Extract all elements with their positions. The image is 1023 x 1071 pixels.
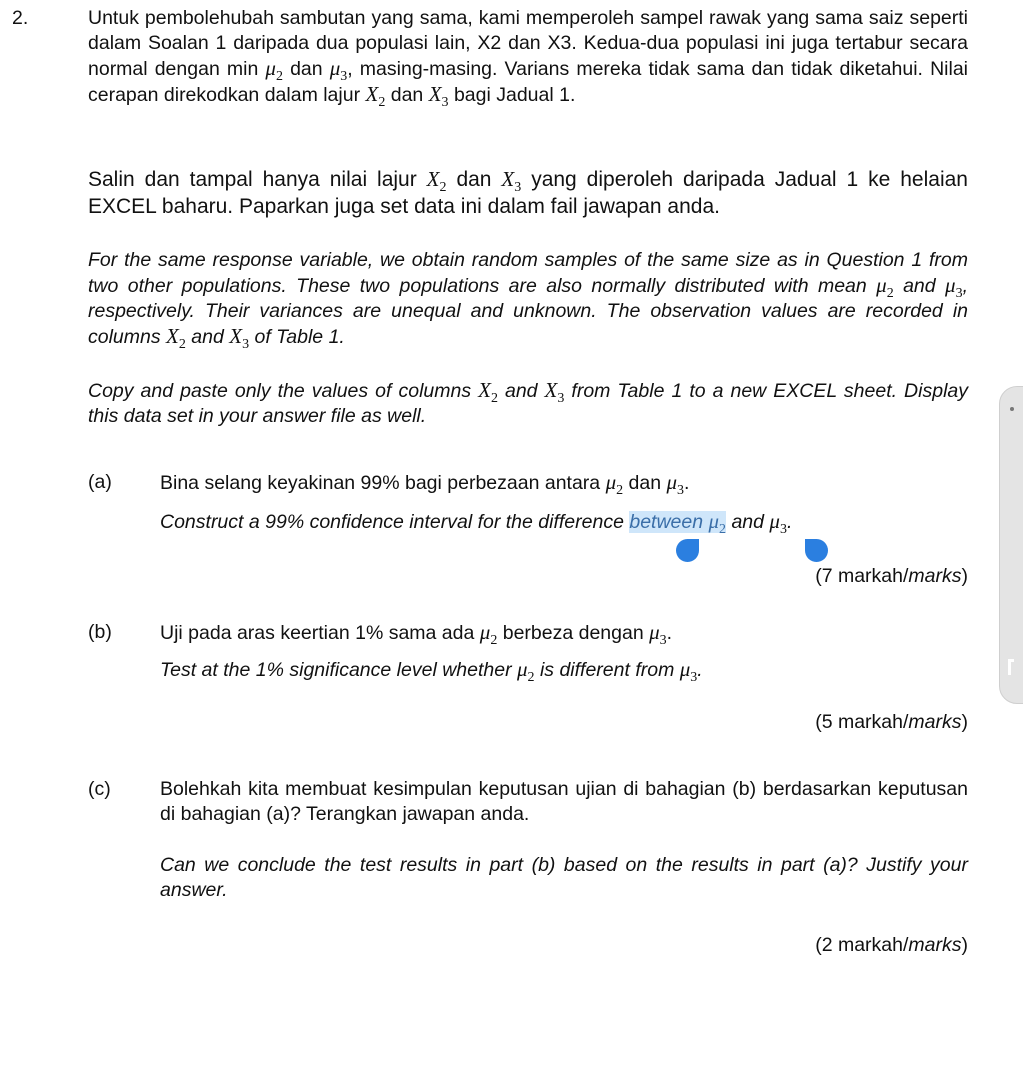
side-scrollbar[interactable] (999, 386, 1023, 704)
part-a-malay: Bina selang keyakinan 99% bagi perbezaan antara $\mu_2$ dan $\mu_3$. (160, 470, 690, 499)
part-a-english[interactable]: Construct a 99% confidence interval for the difference between $\mu_2$ and $\mu_3$. (160, 509, 793, 538)
scroll-indicator-dot (1010, 407, 1014, 411)
question-number: 2. (12, 7, 29, 29)
part-c-label: (c) (88, 778, 111, 800)
part-b-malay: Uji pada aras keertian 1% sama ada $\mu_2$ berbeza dengan $\mu_3$. (160, 620, 673, 649)
selection-handle-start[interactable] (676, 539, 699, 562)
copy-instruction-malay: Salin dan tampal hanya nilai lajur $X_2$ dan $X_3$ yang diperoleh daripada Jadual 1 ke helaian EXCEL baharu. Paparkan juga set data ini dalam fail jawapan anda. (88, 167, 968, 218)
part-b-label: (b) (88, 621, 112, 643)
part-c-malay: Bolehkah kita membuat kesimpulan keputusan ujian di bahagian (b) berdasarkan keputusan di bahagian (a)? Terangkan jawapan anda. (160, 778, 968, 825)
intro-malay: Untuk pembolehubah sambutan yang sama, kami memperoleh sampel rawak yang sama saiz seperti dalam Soalan 1 daripada dua populasi lain, X2 dan X3. Kedua-dua populasi ini juga tertabur secara normal dengan $\min \mu_2$ dan $\mu_3$, masing-masing. Varians mereka tidak sama dan tidak diketahui. Nilai cerapan direkodkan dalam lajur $X_2$ dan $X_3$ bagi Jadual 1. (88, 7, 968, 111)
part-c-marks: (2 markah/marks) (815, 934, 968, 956)
intro-english: For the same response variable, we obtain random samples of the same size as in Question 1 from two other populations. These two populations are also normally distributed with mean $\mu_2$ and $\mu_3$, respectively. Their variances are unequal and unknown. The observation values are recorded in columns $X_2$ and $X_3$ of Table 1. (88, 249, 968, 353)
part-a-marks: (7 markah/marks) (815, 565, 968, 587)
part-c-english: Can we conclude the test results in part (b) based on the results in part (a)? Justify your answer. (160, 854, 968, 901)
part-b-english: Test at the 1% significance level whether $\mu_2$ is different from $\mu_3$. (160, 657, 703, 686)
selected-text[interactable]: between $\mu_2$ (629, 509, 727, 538)
copy-instruction-english: Copy and paste only the values of columns $X_2$ and $X_3$ from Table 1 to a new EXCEL sheet. Display this data set in your answer file as well. (88, 378, 968, 427)
scroll-handle-icon[interactable] (1006, 657, 1016, 677)
part-a-label: (a) (88, 471, 112, 493)
part-b-marks: (5 markah/marks) (815, 711, 968, 733)
selection-handle-end[interactable] (805, 539, 828, 562)
